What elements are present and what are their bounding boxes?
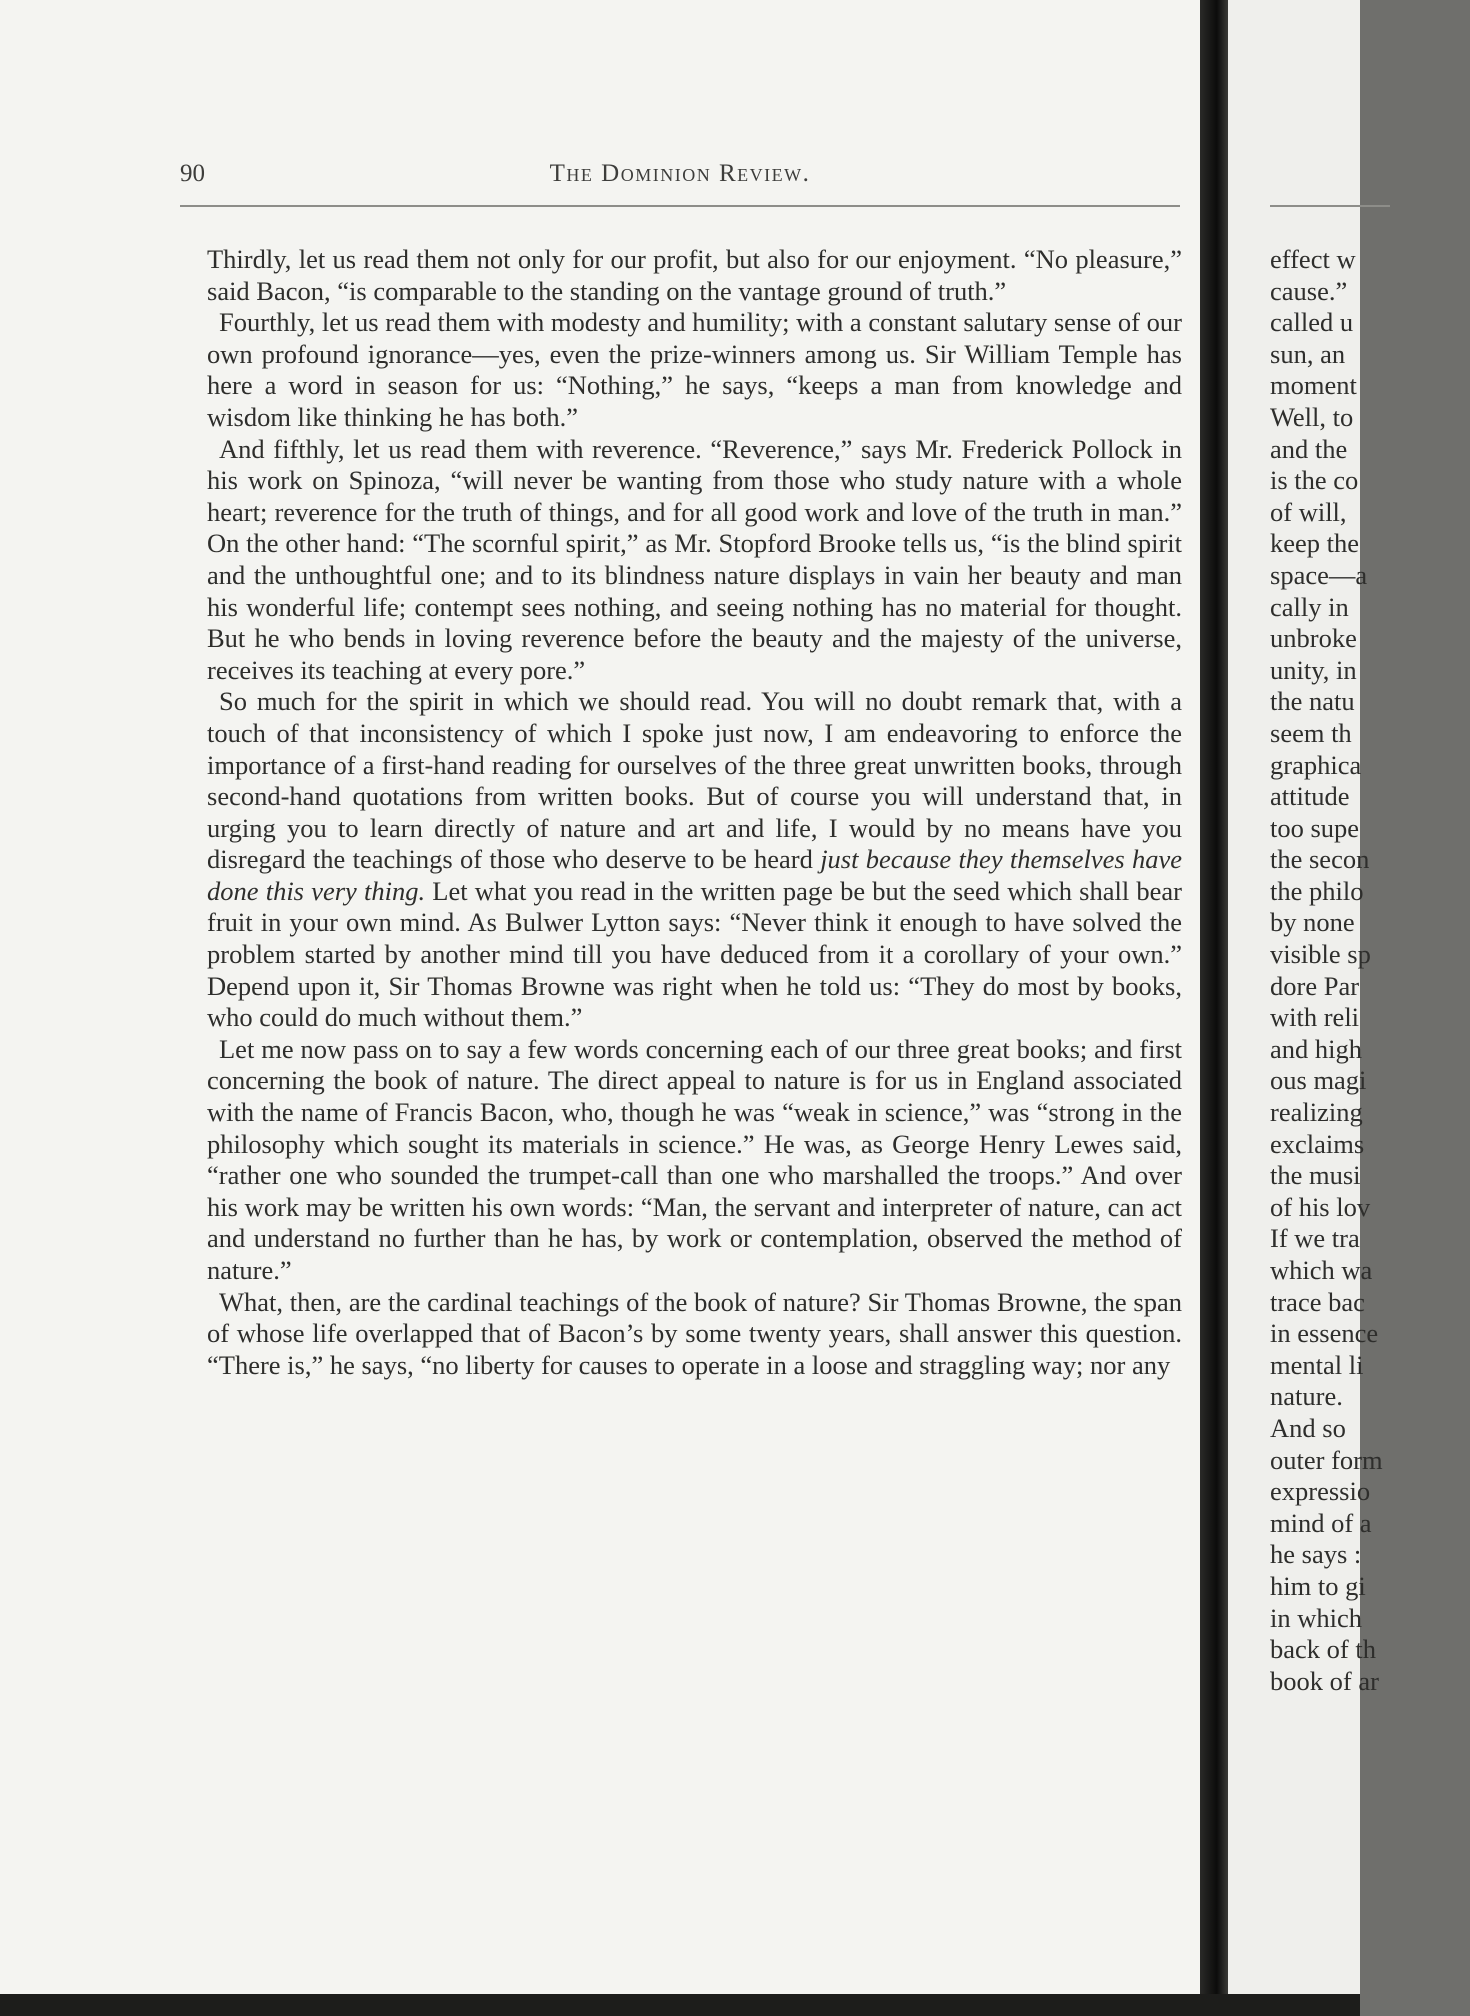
facing-page-line: in which — [1270, 1602, 1362, 1633]
facing-page-line: called u — [1270, 307, 1354, 338]
scan-bottom-edge — [0, 1994, 1360, 2016]
facing-page-line: If we tra — [1270, 1223, 1360, 1254]
facing-page-line: unity, in — [1270, 654, 1357, 685]
paragraph-text: So much for the spirit in which we should read. You will no doubt remark that, with a touch of that inconsistency of which I spoke just now, I am endeavoring to enforce the importance of a first-hand reading for ourselves of the three great unwritten books, through second-hand quotations from written books. But of course you will understand that, in urging you to learn directly of nature and art and life, I would by no means have you disregard the teachings of those who deserve to be heard — [207, 686, 1182, 875]
facing-page-line: moment — [1270, 370, 1357, 401]
facing-page-line: unbroke — [1270, 623, 1357, 654]
facing-page-line: of will, — [1270, 496, 1347, 527]
facing-page-line: and the — [1270, 433, 1348, 464]
facing-page-line: attitude — [1270, 781, 1350, 812]
facing-page-line: visible sp — [1270, 939, 1371, 970]
facing-page-line: with reli — [1270, 1002, 1360, 1033]
facing-page-line: And so — [1270, 1412, 1346, 1443]
facing-page-line: dore Par — [1270, 970, 1360, 1001]
facing-page-line: mind of a — [1270, 1507, 1372, 1538]
facing-page-line: nature. — [1270, 1381, 1343, 1412]
facing-page-line: of his lov — [1270, 1191, 1371, 1222]
paragraph-fourthly: Fourthly, let us read them with modesty and humility; with a constant salutary sense of our own profound ignorance—yes, even the prize-winners among us. Sir William Temple has here a word in season for us: “Nothing,” he says, “keeps a man from knowledge and wisdom like thinking he has both.” — [207, 307, 1182, 432]
paragraph-thirdly: Thirdly, let us read them not only for our profit, but also for our enjoyment. “No pleasure,” said Bacon, “is comparable to the standing on the vantage ground of truth.” — [207, 244, 1182, 306]
paragraph-text: Let what you read in the written page be but the seed which shall bear fruit in your own mind. As Bulwer Lytton says: “Never think it enough to have solved the problem started by another mind till you have deduced from it a corollary of your own.” Depend upon it, Sir Thomas Browne was right when he told us: “They do most by books, who could do much without them.” — [207, 875, 1183, 1033]
facing-page-line: sun, an — [1270, 338, 1346, 369]
page-number: 90 — [180, 160, 205, 187]
facing-page-line: he says : — [1270, 1539, 1362, 1570]
facing-page-line: space—a — [1270, 559, 1368, 590]
running-title: The Dominion Review. — [549, 160, 811, 187]
facing-page-line: cally in — [1270, 591, 1349, 622]
facing-page-line: the musi — [1270, 1160, 1361, 1191]
facing-page-line: exclaims — [1270, 1128, 1365, 1159]
facing-page-line: trace bac — [1270, 1286, 1365, 1317]
facing-page-line: in essence — [1270, 1318, 1379, 1349]
facing-page-line: back of th — [1270, 1634, 1376, 1665]
facing-page-line: seem th — [1270, 717, 1352, 748]
book-gutter — [1200, 0, 1228, 2016]
facing-page-line: the philo — [1270, 875, 1364, 906]
facing-page-line: mental li — [1270, 1349, 1364, 1380]
facing-page-line: outer form — [1270, 1444, 1383, 1475]
page-header — [180, 160, 1180, 200]
facing-page-line: and high — [1270, 1033, 1362, 1064]
paragraph-cardinal-teachings: What, then, are the cardinal teachings of the book of nature? Sir Thomas Browne, the span of whose life overlapped that of Bacon’s by some twenty years, shall answer this question. “There is,” he says, “no liberty for causes to operate in a loose and straggling way; nor any — [207, 1286, 1182, 1380]
italic-phrase: just because they themselves have done this very thing. — [207, 844, 1183, 906]
paragraph-spirit-of-reading — [207, 686, 1182, 1034]
facing-page-line: cause.” — [1270, 275, 1348, 306]
facing-page-line: effect w — [1270, 244, 1356, 274]
facing-page-line: which wa — [1270, 1255, 1373, 1285]
facing-page-line: by none — [1270, 907, 1355, 938]
facing-page-line: him to gi — [1270, 1570, 1366, 1601]
facing-page-line: the natu — [1270, 686, 1355, 717]
facing-page-line: realizing — [1270, 1097, 1363, 1128]
facing-page-line: graphica — [1270, 749, 1362, 780]
facing-page-line: Well, to — [1270, 401, 1354, 432]
facing-page — [1228, 0, 1383, 2016]
paragraph-book-of-nature: Let me now pass on to say a few words concerning each of our three great books; and first concerning the book of nature. The direct appeal to nature is for us in England associated with the name of Francis Bacon, who, though he was “weak in science,” was “strong in the philosophy which sought its materials in science.” He was, as George Henry Lewes said, “rather one who sounded the trumpet-call than one who marshalled the troops.” And over his work may be written his own words: “Man, the servant and interpreter of nature, can act and understand no further than he has, by work or contemplation, observed the method of nature.” — [207, 1033, 1182, 1285]
facing-page-line: the secon — [1270, 844, 1370, 875]
facing-page-line: book of ar — [1270, 1665, 1379, 1696]
facing-page-text — [1270, 244, 1470, 1697]
body-text — [207, 244, 1182, 1381]
facing-header-rule — [1270, 205, 1390, 207]
facing-page-line: keep the — [1270, 528, 1360, 559]
header-rule — [180, 205, 1180, 207]
facing-page-line: expressio — [1270, 1476, 1371, 1507]
facing-page-line: is the co — [1270, 465, 1359, 496]
paragraph-fifthly: And fifthly, let us read them with reverence. “Reverence,” says Mr. Frederick Pollock in his work on Spinoza, “will never be wanting from those who study nature with a whole heart; reverence for the truth of things, and for all good work and love of the truth in man.” On the other hand: “The scornful spirit,” as Mr. Stopford Brooke tells us, “is the blind spirit and the unthoughtful one; and to its blindness nature displays in vain her beauty and man his wonderful life; contempt sees nothing, and seeing nothing has no material for thought. But he who bends in loving reverence before the beauty and the majesty of the universe, receives its teaching at every pore.” — [207, 433, 1182, 685]
facing-page-line: ous magi — [1270, 1065, 1367, 1096]
facing-page-line: too supe — [1270, 812, 1360, 843]
